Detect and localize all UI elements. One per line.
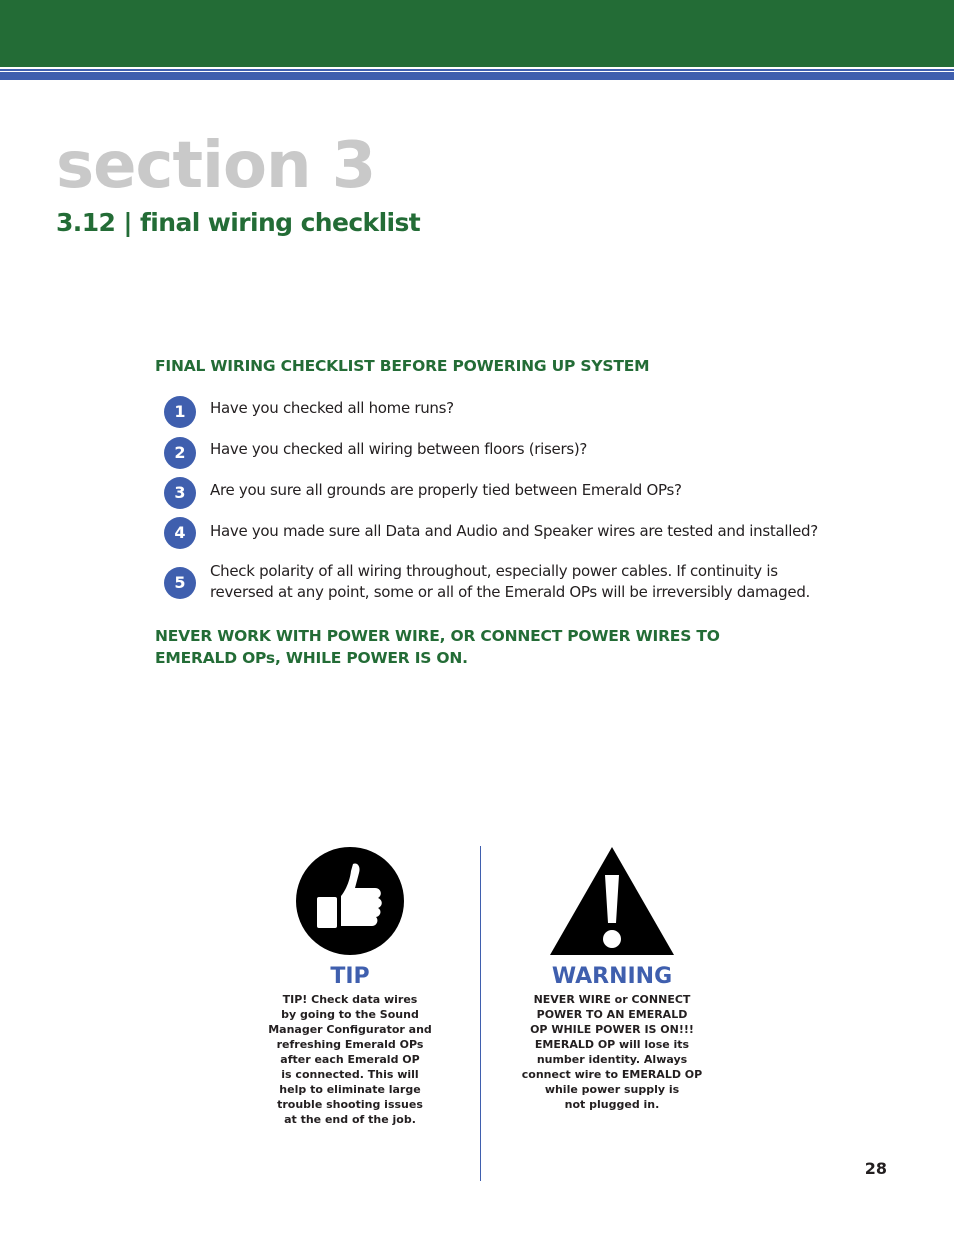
tip-body [260,992,440,1127]
checklist-item-text: Have you made sure all Data and Audio and Speaker wires are tested and installed? [210,522,818,540]
tip-line: help to eliminate large [279,1083,421,1096]
power-caution-text: NEVER WORK WITH POWER WIRE, OR CONNECT POWER WIRES TO EMERALD OPs, WHILE POWER IS ON. [155,627,720,667]
item-number-badge: 5 [164,567,196,599]
warning-line: number identity. Always [536,1053,688,1066]
header-blue-rule-thin [0,69,954,71]
warning-triangle-icon [549,845,675,956]
thumbs-up-icon [295,846,405,956]
item-number-badge: 1 [164,396,196,428]
warning-title: WARNING [551,964,673,989]
warning-body [520,992,704,1112]
tip-line: Manager Configurator and [268,1023,432,1036]
tip-line: trouble shooting issues [277,1098,423,1111]
warning-line: EMERALD OP will lose its [534,1038,690,1051]
warning-line: while power supply is [544,1083,680,1096]
warning-line: OP WHILE POWER IS ON!!! [530,1023,694,1036]
header-green-band [0,0,954,67]
warning-line: NEVER WIRE or CONNECT [533,993,691,1006]
checklist-item-text: Are you sure all grounds are properly tied between Emerald OPs? [210,481,682,499]
header-blue-rule-thick [0,72,954,80]
checklist-item-text: Have you checked all home runs? [210,399,454,417]
page-number: 28 [864,1159,887,1178]
checklist-item-text: Check polarity of all wiring throughout, especially power cables. If continuity is reversed at any point, some or all of the Emerald OPs will be irreversibly damaged. [210,562,811,601]
subsection-title: 3.12 | final wiring checklist [56,208,421,237]
tip-line: is connected. This will [281,1068,419,1081]
section-title: section 3 [56,129,376,203]
checklist-heading: FINAL WIRING CHECKLIST BEFORE POWERING UP SYSTEM [155,357,650,375]
tip-line: by going to the Sound [281,1008,419,1021]
warning-line: not plugged in. [564,1098,660,1111]
tip-line: refreshing Emerald OPs [276,1038,424,1051]
tip-line: TIP! Check data wires [282,993,418,1006]
checklist-item-text: Have you checked all wiring between floors (risers)? [210,440,588,458]
item-number-badge: 3 [164,477,196,509]
tip-title: TIP [330,964,370,989]
tip-line: after each Emerald OP [280,1053,420,1066]
item-number-badge: 2 [164,437,196,469]
warning-line: connect wire to EMERALD OP [521,1068,703,1081]
item-number-badge: 4 [164,517,196,549]
tip-line: at the end of the job. [284,1113,416,1126]
column-divider [480,846,481,1181]
warning-line: POWER TO AN EMERALD [536,1008,688,1021]
